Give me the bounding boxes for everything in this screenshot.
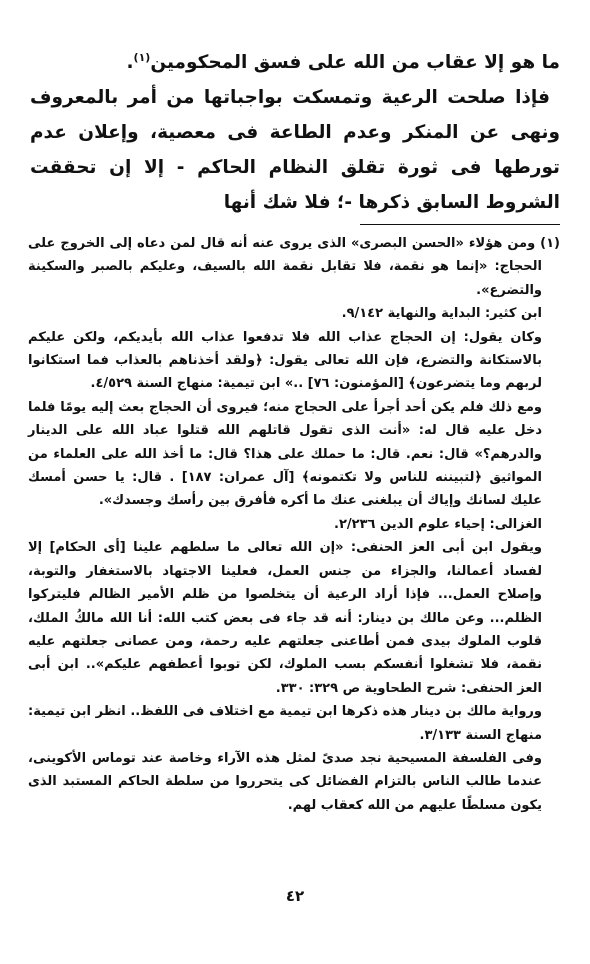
page-number: ٤٢ xyxy=(285,887,305,905)
main-line-1: ما هو إلا عقاب من الله على فسق المحكومين xyxy=(150,52,560,74)
footnotes xyxy=(28,232,560,817)
footnote-1: (١) ومن هؤلاء «الحسن البصرى» الذى يروى عنه أنه قال لمن دعاه إلى الخروج على الحجاج: «إنما هو نقمة، فلا تقابل نقمة الله بالسيف، وعليكم بالصبر والسكينة والتضرع». xyxy=(28,236,560,298)
main-line-1-end: . xyxy=(126,52,134,74)
main-paragraph-1 xyxy=(30,40,560,80)
footnote-para-5: ورواية مالك بن دينار هذه ذكرها ابن تيمية مع اختلاف فى اللفظ.. انظر ابن تيمية: منهاج السنة ٣/١٣٣. xyxy=(28,704,542,743)
main-text xyxy=(30,40,560,220)
footnote-para-2: وكان يقول: إن الحجاج عذاب الله فلا تدفعوا عذاب الله بأيديكم، ولكن عليكم بالاستكانة والتضرع، فإن الله تعالى يقول: ﴿ولقد أخذناهم بالعذاب فما استكانوا لربهم وما يتضرعون﴾ [المؤمنون: ٧٦] ..» ابن تيمية: منهاج السنة ٤/٥٢٩. xyxy=(28,329,542,392)
footnote-ref: (١) xyxy=(133,51,151,64)
main-paragraph-2: فإذا صلحت الرعية وتمسكت بواجباتها من أمر بالمعروف ونهى عن المنكر وعدم الطاعة فى معصية، وإعلان عدم تورطها فى ثورة تقلق النظام الحاكم - إلا إن تحققت الشروط السابق ذكرها -؛ فلا شك أنها xyxy=(30,87,560,214)
footnote-para-3: ومع ذلك فلم يكن أحد أجرأ على الحجاج منه؛ فيروى أن الحجاج بعث إليه يومًا فلما دخل عليه قال له: «أنت الذى تقول قاتلهم الله قتلوا عباد الله على الدينار والدرهم؟» قال: نعم. قال: ما حملك على هذا؟ قال: ما أخذ الله على العلماء من المواثيق ﴿لتبيننه للناس ولا تكتمونه﴾ [آل عمران: ١٨٧] . قال: يا حسن أمسك عليك لسانك وإياك أن يبلغنى عنك ما أكره فأفرق بين رأسك وجسدك». xyxy=(28,399,543,509)
footnote-para-4: ويقول ابن أبى العز الحنفى: «إن الله تعالى ما سلطهم علينا [أى الحكام] إلا لفساد أعمالنا، والجزاء من جنس العمل، فعلينا الاجتهاد بالاستغفار والتوبة، وإصلاح العمل... فإذا أراد الرعية أن يتخلصوا من ظلم الأمير الظالم فليتركوا الظلم... وعن مالك بن دينار: أنه قد جاء فى بعض كتب الله: أنا الله مالكُ الملك، قلوب الملوك بيدى فمن أطاعنى جعلتهم عليه رحمة، ومن عصانى جعلتهم عليه نقمة، فلا تشغلوا أنفسكم بسب الملوك، لكن توبوا أعطفهم عليكم».. ابن أبى العز الحنفى: شرح الطحاوية ص ٣٢٩: ٣٣٠. xyxy=(28,540,542,696)
footnote-para-6: وفى الفلسفة المسيحية نجد صدىً لمثل هذه الآراء وخاصة عند توماس الأكوينى، عندما طالب الناس بالتزام الفضائل كى يتحرروا من سلطة الحاكم المستبد الذى يكون مسلطًا عليهم من الله كعقاب لهم. xyxy=(28,750,542,813)
footnote-source-1: ابن كثير: البداية والنهاية ٩/١٤٢. xyxy=(341,306,542,322)
footnote-separator xyxy=(360,224,560,225)
footnote-source-3: الغزالى: إحياء علوم الدين ٢/٢٣٦. xyxy=(334,516,542,532)
